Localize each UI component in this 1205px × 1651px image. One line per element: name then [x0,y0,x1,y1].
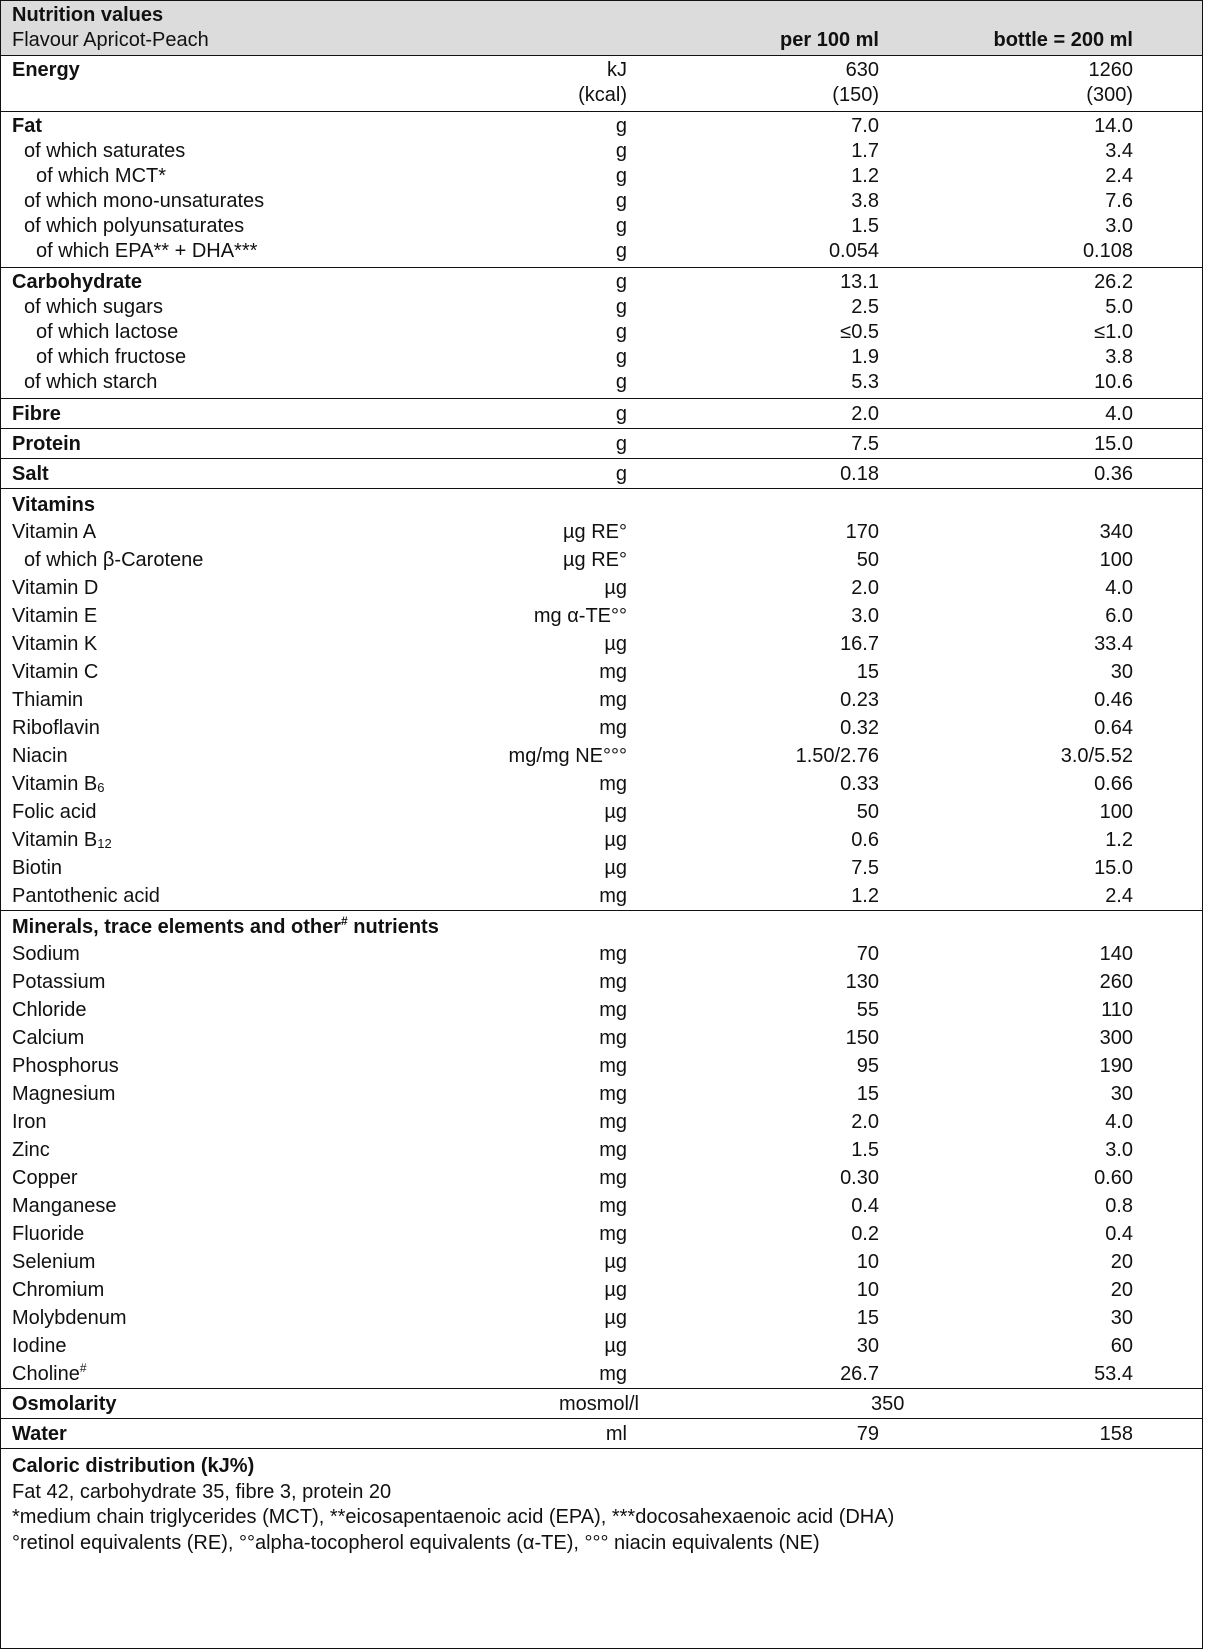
protein-unit: g [615,433,627,455]
table-row [1,968,1202,996]
row-bottle: 3.4 [1105,140,1133,162]
row-per100: 1.2 [851,885,879,907]
protein-bottle: 15.0 [1094,433,1133,455]
row-per100: 130 [845,971,879,993]
vitamins-title: Vitamins [12,494,95,516]
row-label: Niacin [12,745,68,767]
row-label: Sodium [12,943,80,965]
table-row [1,1136,1202,1164]
row-unit: g [615,271,627,293]
table-row [1,940,1202,968]
row-unit: mg [599,885,627,907]
row-bottle: 60 [1110,1335,1133,1357]
row-unit: mg [599,661,627,683]
table-row [1,1332,1202,1360]
row-unit: mg [599,689,627,711]
table-row [1,996,1202,1024]
row-unit: mg [599,1195,627,1217]
table-row [1,1192,1202,1220]
fibre-label: Fibre [12,403,61,425]
water-unit: ml [605,1423,627,1445]
footnote-fatty-acids: *medium chain triglycerides (MCT), **eicosapentaenoic acid (EPA), ***docosahexaenoic acid (DHA) [12,1506,895,1528]
row-bottle: 5.0 [1105,296,1133,318]
table-row [1,320,1202,345]
row-label: Iron [12,1111,47,1133]
energy-kj-per100: 630 [845,59,879,81]
fibre-per100: 2.0 [851,403,879,425]
row-unit: g [615,240,627,262]
table-row [1,295,1202,320]
row-unit: mg [599,971,627,993]
row-per100: 5.3 [851,371,879,393]
table-title: Nutrition values [12,4,164,26]
row-bottle: 340 [1099,521,1133,543]
row-per100: 15 [856,1307,879,1329]
row-unit: mg [599,1167,627,1189]
row-bottle: 0.60 [1094,1167,1133,1189]
row-unit: µg [604,1335,627,1357]
table-row [1,770,1202,798]
row-label: Vitamin $B_{12}$ [12,829,112,851]
row-label: Vitamin $B_6$ [12,773,105,795]
row-bottle: 0.64 [1094,717,1133,739]
row-label: Vitamin C [12,661,99,683]
row-per100: 1.5 [851,1139,879,1161]
row-label: Potassium [12,971,106,993]
water-per100: 79 [856,1423,879,1445]
row-bottle: 26.2 [1094,271,1133,293]
table-row [1,854,1202,882]
row-unit: mg α-TE°° [533,605,627,627]
row-unit: µg [604,1279,627,1301]
row-per100: 95 [856,1055,879,1077]
osmolarity-value: 350 [871,1393,905,1415]
row-bottle: 3.0/5.52 [1060,745,1133,767]
energy-label: Energy [12,59,80,81]
row-unit: mg [599,999,627,1021]
row-unit: mg [599,717,627,739]
row-per100: 30 [856,1335,879,1357]
row-unit: mg [599,1055,627,1077]
row-per100: 1.5 [851,215,879,237]
row-label: of which MCT* [36,165,167,187]
row-unit: µg [604,633,627,655]
row-bottle: 30 [1110,1083,1133,1105]
row-per100: 7.0 [851,115,879,137]
footnote-equivalents: °retinol equivalents (RE), °°alpha-tocopherol equivalents (α-TE), °°° niacin equivalents (NE) [12,1531,820,1554]
row-unit: g [615,346,627,368]
row-label: of which fructose [36,346,187,368]
minerals-title: Minerals, trace elements and other# nutrients [12,914,439,938]
table-row [1,370,1202,395]
row-unit: g [615,190,627,212]
row-bottle: 15.0 [1094,857,1133,879]
row-per100: 0.23 [840,689,879,711]
row-label: Folic acid [12,801,97,823]
water-section [1,1418,1202,1448]
row-unit: g [615,296,627,318]
column-per-100ml: per 100 ml [780,29,879,51]
row-bottle: 0.66 [1094,773,1133,795]
row-bottle: 2.4 [1105,165,1133,187]
row-bottle: 100 [1099,549,1133,571]
salt-label: Salt [12,463,49,485]
energy-unit-kj: kJ [607,59,627,81]
energy-kcal-per100: (150) [832,84,879,106]
salt-bottle: 0.36 [1094,463,1133,485]
table-row [1,1220,1202,1248]
salt-section [1,458,1202,488]
row-bottle: 3.8 [1105,346,1133,368]
caloric-distribution-title: Caloric distribution (kJ%) [12,1455,255,1477]
table-row [1,714,1202,742]
row-label: Chromium [12,1279,105,1301]
table-row [1,602,1202,630]
row-per100: 2.0 [851,1111,879,1133]
energy-kj-bottle: 1260 [1088,59,1133,81]
energy-unit-kcal: (kcal) [578,84,627,106]
row-bottle: 3.0 [1105,215,1133,237]
row-bottle: ≤1.0 [1094,321,1133,343]
osmolarity-section [1,1388,1202,1418]
row-unit: g [615,371,627,393]
row-unit: µg [604,577,627,599]
table-row [1,798,1202,826]
row-bottle: 190 [1099,1055,1133,1077]
row-unit: µg RE° [563,521,627,543]
row-per100: 3.8 [851,190,879,212]
row-label: Vitamin A [12,521,97,543]
row-label: Thiamin [12,689,84,711]
row-label: Iodine [12,1335,67,1357]
row-label: Molybdenum [12,1307,127,1329]
fibre-bottle: 4.0 [1105,403,1133,425]
table-row [1,114,1202,139]
row-per100: 0.054 [828,240,879,262]
fibre-unit: g [615,403,627,425]
row-label: Fat [12,115,42,137]
row-unit: µg [604,1307,627,1329]
row-label: of which starch [24,371,158,393]
row-bottle: 0.108 [1082,240,1133,262]
row-bottle: 0.8 [1105,1195,1133,1217]
row-bottle: 1.2 [1105,829,1133,851]
row-bottle: 20 [1110,1251,1133,1273]
row-label: Zinc [12,1139,50,1161]
row-per100: 0.4 [851,1195,879,1217]
water-label: Water [12,1423,67,1445]
row-unit: mg [599,943,627,965]
table-row [1,164,1202,189]
row-per100: 1.50/2.76 [795,745,879,767]
row-unit: mg/mg NE°°° [508,745,627,767]
row-bottle: 140 [1099,943,1133,965]
salt-unit: g [615,463,627,485]
table-row [1,574,1202,602]
row-label: of which lactose [36,321,179,343]
row-label: Fluoride [12,1223,85,1245]
row-unit: mg [599,1027,627,1049]
row-unit: g [615,321,627,343]
row-unit: mg [599,1111,627,1133]
row-unit: mg [599,1223,627,1245]
salt-per100: 0.18 [840,463,879,485]
row-per100: 0.30 [840,1167,879,1189]
energy-kcal-bottle: (300) [1086,84,1133,106]
table-row [1,270,1202,295]
row-bottle: 30 [1110,661,1133,683]
table-row [1,1248,1202,1276]
table-row [1,826,1202,854]
table-row [1,1024,1202,1052]
row-bottle: 260 [1099,971,1133,993]
row-bottle: 7.6 [1105,190,1133,212]
table-row [1,1304,1202,1332]
table-row [1,518,1202,546]
table-row [1,630,1202,658]
row-label: of which EPA** + DHA*** [36,240,258,262]
row-label: of which β-Carotene [24,549,204,571]
water-bottle: 158 [1099,1423,1133,1445]
row-unit: g [615,115,627,137]
table-row [1,345,1202,370]
table-row [1,546,1202,574]
row-bottle: 3.0 [1105,1139,1133,1161]
row-unit: µg [604,857,627,879]
row-label: Chloride [12,999,87,1021]
row-unit: mg [599,1139,627,1161]
vitamins-section [1,488,1202,910]
table-row [1,1108,1202,1136]
osmolarity-unit: mosmol/l [558,1393,639,1415]
row-bottle: 0.46 [1094,689,1133,711]
row-per100: 50 [856,801,879,823]
row-per100: 1.7 [851,140,879,162]
row-unit: µg [604,801,627,823]
row-label: Vitamin D [12,577,99,599]
row-per100: 3.0 [851,605,879,627]
row-bottle: 2.4 [1105,885,1133,907]
row-unit: g [615,215,627,237]
row-per100: 2.5 [851,296,879,318]
row-per100: 1.9 [851,346,879,368]
row-label: Vitamin K [12,633,98,655]
row-per100: 16.7 [840,633,879,655]
table-row [1,1164,1202,1192]
protein-label: Protein [12,433,81,455]
row-label: of which sugars [24,296,163,318]
table-row [1,1276,1202,1304]
row-label: Phosphorus [12,1055,119,1077]
row-label: of which saturates [24,140,186,162]
row-unit: mg [599,773,627,795]
row-label: Riboflavin [12,717,100,739]
row-bottle: 14.0 [1094,115,1133,137]
energy-section [1,55,1202,111]
table-row [1,686,1202,714]
fibre-section [1,398,1202,428]
row-unit: mg [599,1363,627,1385]
row-label: Biotin [12,857,63,879]
osmolarity-label: Osmolarity [12,1393,117,1415]
protein-section [1,428,1202,458]
table-row [1,189,1202,214]
row-bottle: 0.4 [1105,1223,1133,1245]
row-per100: 13.1 [840,271,879,293]
row-bottle: 33.4 [1094,633,1133,655]
row-per100: 15 [856,661,879,683]
row-bottle: 100 [1099,801,1133,823]
protein-per100: 7.5 [851,433,879,455]
row-unit: µg [604,1251,627,1273]
row-per100: 55 [856,999,879,1021]
minerals-section [1,910,1202,1388]
row-per100: 150 [845,1027,879,1049]
row-label: Vitamin E [12,605,98,627]
row-per100: 0.32 [840,717,879,739]
table-row [1,139,1202,164]
row-label: Selenium [12,1251,96,1273]
row-bottle: 300 [1099,1027,1133,1049]
row-unit: g [615,165,627,187]
row-label: Pantothenic acid [12,885,160,907]
row-label: Copper [12,1167,78,1189]
row-label: Magnesium [12,1083,116,1105]
row-bottle: 4.0 [1105,577,1133,599]
row-bottle: 10.6 [1094,371,1133,393]
row-unit: mg [599,1083,627,1105]
row-per100: 1.2 [851,165,879,187]
row-label: of which polyunsaturates [24,215,245,237]
table-row [1,1052,1202,1080]
row-bottle: 53.4 [1094,1363,1133,1385]
row-unit: g [615,140,627,162]
flavour-subtitle: Flavour Apricot-Peach [12,29,209,51]
table-row [1,1360,1202,1388]
table-row [1,1080,1202,1108]
row-per100: 10 [856,1279,879,1301]
row-per100: 15 [856,1083,879,1105]
table-row [1,658,1202,686]
row-per100: 26.7 [840,1363,879,1385]
table-row [1,214,1202,239]
row-per100: 10 [856,1251,879,1273]
row-per100: 2.0 [851,577,879,599]
table-header [1,1,1202,55]
row-unit: µg [604,829,627,851]
table-row [1,239,1202,264]
row-unit: µg RE° [563,549,627,571]
fat-section [1,111,1202,267]
row-bottle: 4.0 [1105,1111,1133,1133]
row-per100: 170 [845,521,879,543]
row-per100: ≤0.5 [840,321,879,343]
row-bottle: 30 [1110,1307,1133,1329]
row-bottle: 20 [1110,1279,1133,1301]
table-row [1,742,1202,770]
row-per100: 70 [856,943,879,965]
row-label: of which mono-unsaturates [24,190,265,212]
caloric-distribution-text: Fat 42, carbohydrate 35, fibre 3, protein 20 [12,1480,392,1503]
column-bottle: bottle = 200 ml [993,29,1133,51]
row-per100: 50 [856,549,879,571]
row-label: Carbohydrate [12,271,143,293]
row-per100: 0.6 [851,829,879,851]
row-per100: 0.2 [851,1223,879,1245]
row-label: Choline# [12,1361,87,1385]
row-per100: 7.5 [851,857,879,879]
row-bottle: 6.0 [1105,605,1133,627]
table-row [1,882,1202,910]
footnotes-section [1,1448,1202,1555]
row-label: Calcium [12,1027,85,1049]
carbohydrate-section [1,267,1202,398]
row-per100: 0.33 [840,773,879,795]
row-label: Manganese [12,1195,117,1217]
row-bottle: 110 [1101,999,1133,1021]
